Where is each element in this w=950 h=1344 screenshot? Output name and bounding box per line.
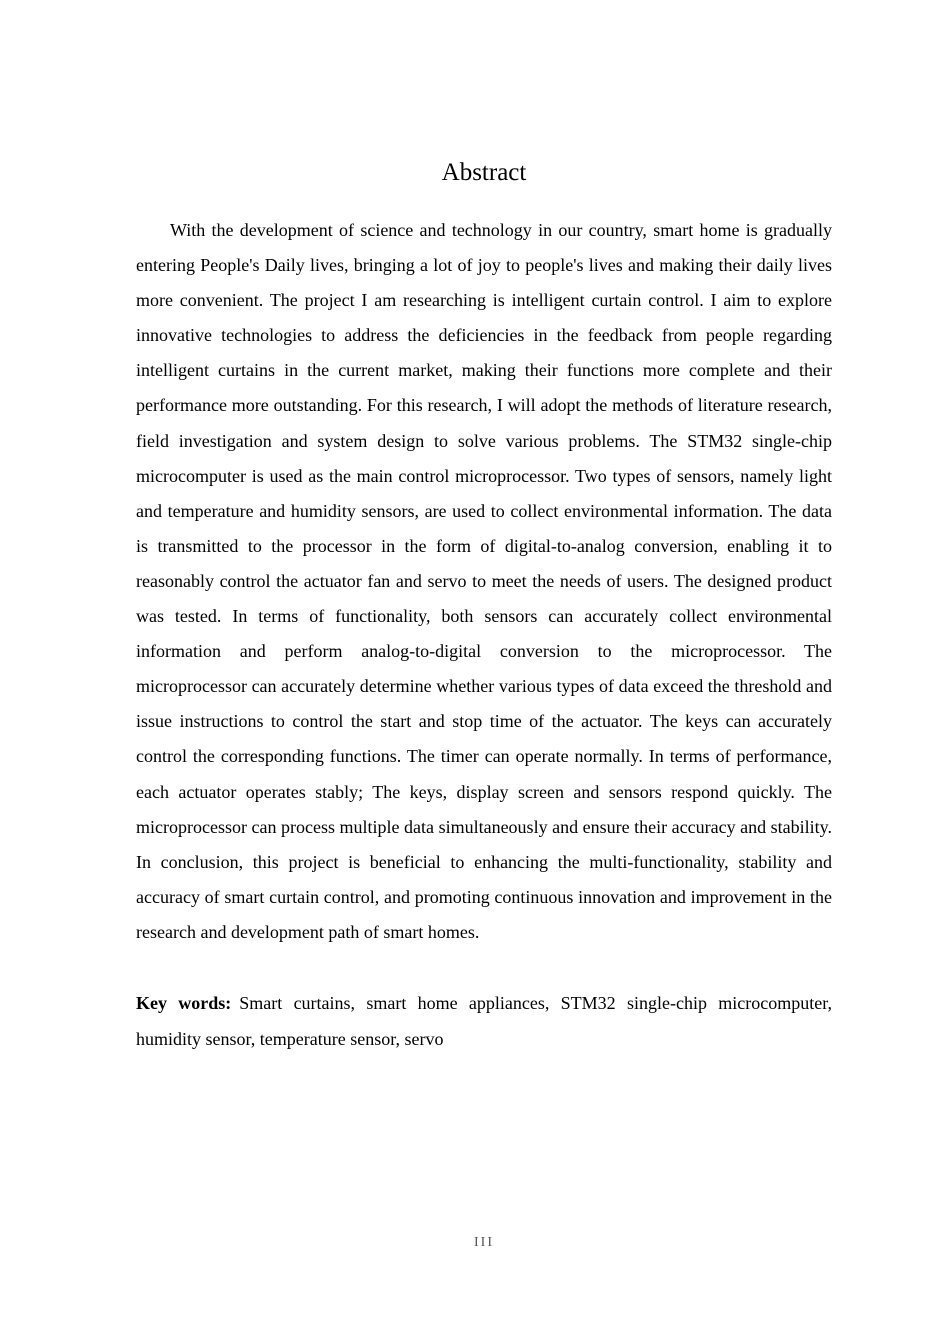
page-number: III [474,1235,494,1250]
abstract-title: Abstract [441,159,527,186]
keywords-label: Key words: [136,993,232,1013]
abstract-body: With the development of science and technology in our country, smart home is gradually entering People's Daily lives, bringing a lot of joy to people's lives and making their daily lives more convenient. The project I am researching is intelligent curtain control. I aim to explore innovative technologies to address the deficiencies in the feedback from people regarding intelligent curtains in the current market, making their functions more complete and their performance more outstanding. For this research, I will adopt the methods of literature research, field investigation and system design to solve various problems. The STM32 single-chip microcomputer is used as the main control microprocessor. Two types of sensors, namely light and temperature and humidity sensors, are used to collect environmental information. The data is transmitted to the processor in the form of digital-to-analog conversion, enabling it to reasonably control the actuator fan and servo to meet the needs of users. The designed product was tested. In terms of functionality, both sensors can accurately collect environmental information and perform analog-to-digital conversion to the microprocessor. The microprocessor can accurately determine whether various types of data exceed the threshold and issue instructions to control the start and stop time of the actuator. The keys can accurately control the corresponding functions. The timer can operate normally. In terms of performance, each actuator operates stably; The keys, display screen and sensors respond quickly. The microprocessor can process multiple data simultaneously and ensure their accuracy and stability. In conclusion, this project is beneficial to enhancing the multi-functionality, stability and accuracy of smart curtain control, and promoting continuous innovation and improvement in the research and development path of smart homes. [136,220,832,942]
keywords-paragraph [136,985,832,1057]
keywords-text: Smart curtains, smart home appliances, STM32 single-chip microcomputer, humidity sensor, temperature sensor, servo [136,993,832,1049]
